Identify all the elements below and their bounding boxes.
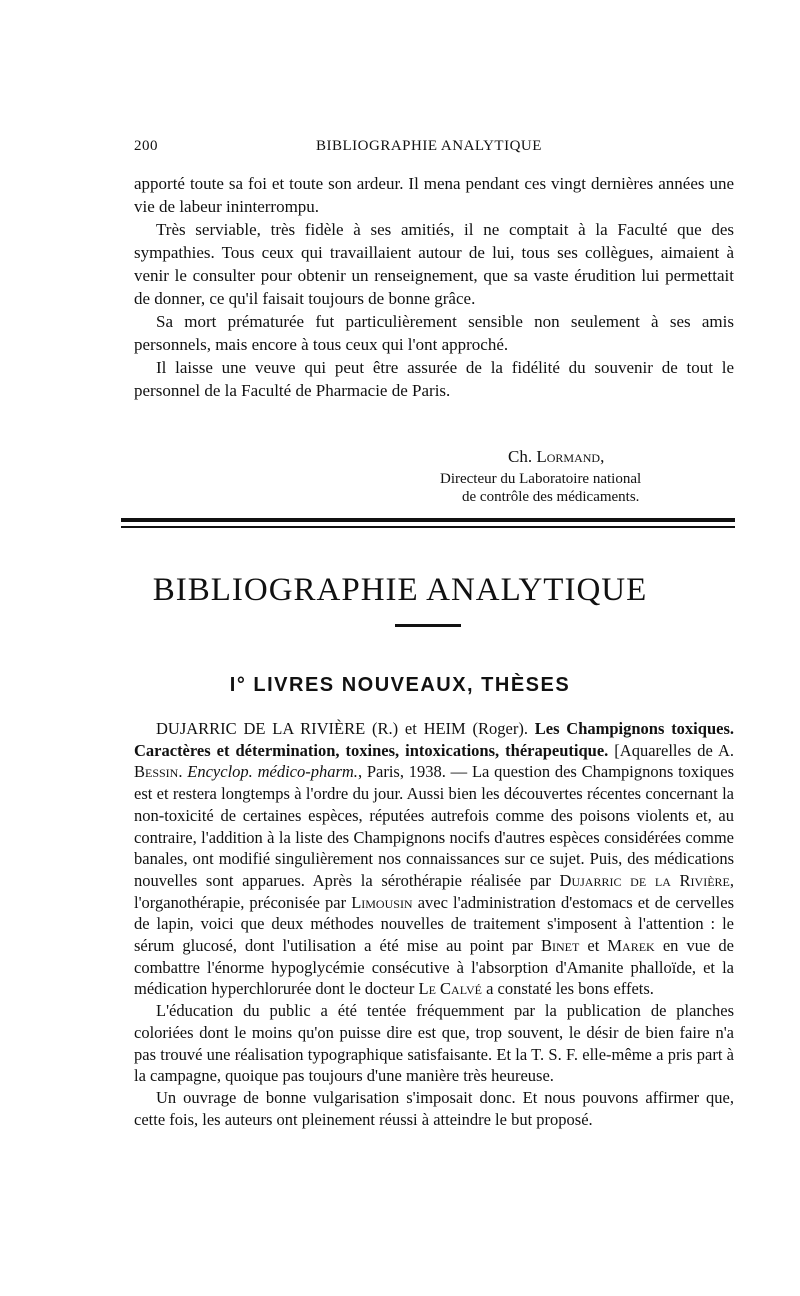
running-title: BIBLIOGRAPHIE ANALYTIQUE <box>316 138 542 154</box>
entry-series: Encyclop. médico-pharm. <box>187 762 358 782</box>
entry-authors: DUJARRIC DE LA RIVIÈRE (R.) et HEIM (Roger). <box>156 719 528 738</box>
signature-name: Ch. Lormand, <box>508 447 605 466</box>
section-title: BIBLIOGRAPHIE ANALYTIQUE <box>152 572 648 608</box>
section-divider-thin <box>121 526 735 528</box>
running-head <box>134 138 734 160</box>
paragraph: Il laisse une veuve qui peut être assurée de la fidélité du souvenir de tout le personnel de la Faculté de Pharmacie de Paris. <box>134 358 734 400</box>
signature-title-line2: de contrôle des médicaments. <box>462 489 640 505</box>
entry-paragraph-2: L'éducation du public a été tentée fréquemment par la publication de planches coloriées dont le moins qu'on puisse dire est que, trop souvent, le désir de bien faire n'a pas trouvé une réalisation typographique satisfaisante. Et la T. S. F. elle-même a pris part à la campagne, quoique pas toujours d'une manière très heureuse. <box>134 1001 734 1086</box>
entry-book-title: Les Champignons toxiques. Caractères et détermination, toxines, intoxications, thérapeutique. <box>134 719 734 760</box>
signature-block <box>440 446 740 506</box>
section-divider-thick <box>121 518 735 522</box>
paragraph: Très serviable, très fidèle à ses amitiés, il ne comptait à la Faculté que des sympathies. Tous ceux qui travaillaient autour de lui, tous ses collègues, aimaient à venir le consulter pour obtenir un renseignement, que sa vaste érudition lui permettait de donner, ce qu'il faisait toujours de bonne grâce. <box>134 220 734 308</box>
subsection-title: I° LIVRES NOUVEAUX, THÈSES <box>229 674 571 696</box>
signature-title-line1: Directeur du Laboratoire national <box>440 471 642 487</box>
page-number: 200 <box>134 138 158 154</box>
paragraph: Sa mort prématurée fut particulièrement sensible non seulement à ses amis personnels, mais encore à tous ceux qui l'ont approché. <box>134 312 734 354</box>
entry-paragraph-1: DUJARRIC DE LA RIVIÈRE (R.) et HEIM (Roger). Les Champignons toxiques. Caractères et détermination, toxines, intoxications, thérapeutique. [Aquarelles de A. Bessin. Encyclop. médico-pharm., Paris, 1938. — La question des Champignons toxiques est et restera longtemps à l'ordre du jour. Aussi bien les découvertes récentes concernant la non-toxicité de certaines espèces, réputées autrefois comme des poisons violents et, au contraire, l'addition à la liste des Champignons nocifs d'autres espèces considérées comme banales, ont modifié singulièrement nos connaissances sur ce sujet. Puis, des médications nouvelles sont apparues. Après la sérothérapie réalisée par Dujarric de la Rivière, l'organothérapie, préconisée par Limousin avec l'administration d'estomacs et de cervelles de lapin, voici que deux méthodes nouvelles de traitement s'imposent à l'attention : le sérum glucosé, dont l'utilisation a été mise au point par Binet et Marek en vue de combattre l'énorme hypoglycémie consécutive à l'absorption d'Amanite phalloïde, et la médication hyperchlorurée dont le docteur Le Calvé a constaté les bons effets. <box>134 719 735 999</box>
paragraph: apporté toute sa foi et toute son ardeur. Il mena pendant ces vingt dernières années une vie de labeur ininterrompu. <box>134 174 734 216</box>
bibliography-entry <box>134 718 734 1130</box>
title-underline <box>395 624 461 627</box>
entry-paragraph-3: Un ouvrage de bonne vulgarisation s'imposait donc. Et nous pouvons affirmer que, cette fois, les auteurs ont pleinement réussi à atteindre le but proposé. <box>134 1087 734 1129</box>
obituary-text <box>134 172 734 402</box>
